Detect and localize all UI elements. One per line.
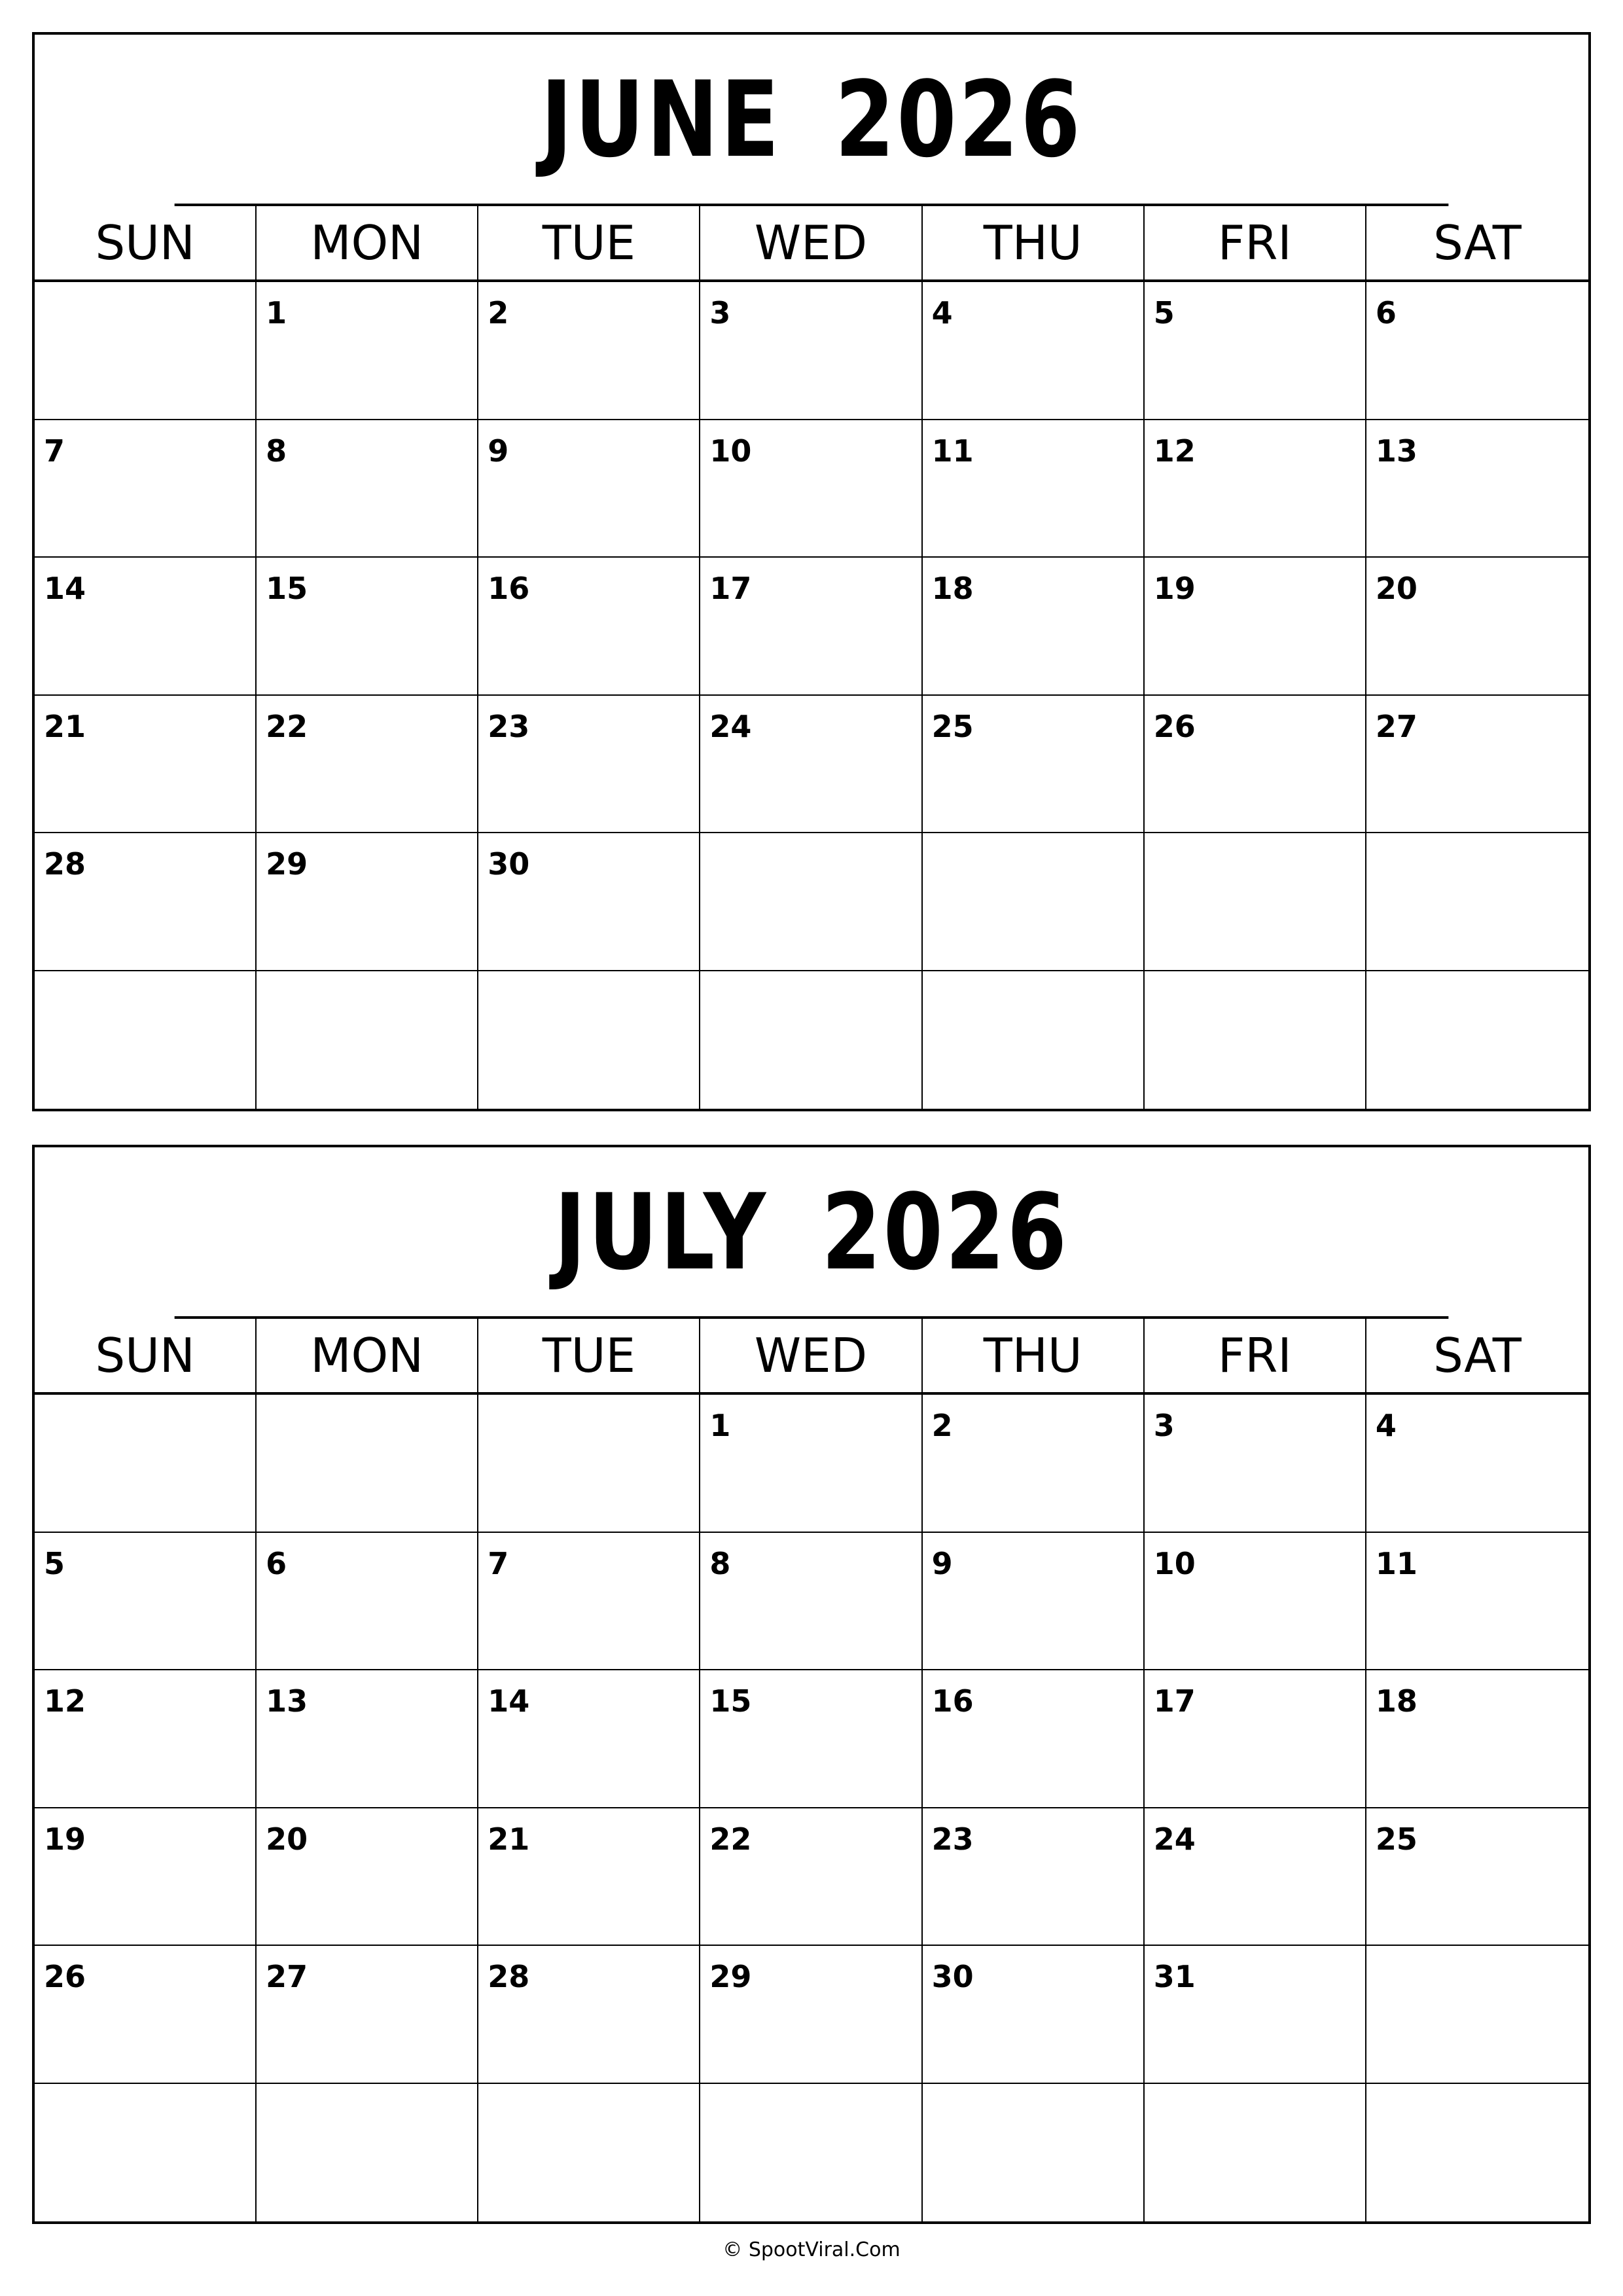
day-number: 13 xyxy=(1375,433,1418,469)
day-number: 14 xyxy=(44,571,86,606)
day-cell xyxy=(1366,1670,1588,1808)
day-number: 12 xyxy=(1153,433,1196,469)
day-cell xyxy=(35,282,257,420)
weekday-label: TUE xyxy=(478,1319,700,1392)
day-number: 6 xyxy=(1375,295,1397,331)
day-number: 19 xyxy=(1153,571,1196,606)
day-cell xyxy=(923,2084,1145,2222)
day-number: 27 xyxy=(1375,708,1418,744)
day-cell xyxy=(257,696,478,834)
day-grid xyxy=(35,1395,1588,2221)
weekday-label: THU xyxy=(923,1319,1145,1392)
weekday-label: WED xyxy=(700,1319,922,1392)
day-cell xyxy=(35,558,257,696)
day-cell xyxy=(1366,282,1588,420)
day-number: 22 xyxy=(709,1821,752,1857)
day-number: 15 xyxy=(709,1683,752,1719)
day-cell xyxy=(478,971,700,1109)
day-cell xyxy=(1366,971,1588,1109)
day-cell xyxy=(923,558,1145,696)
day-number: 7 xyxy=(44,433,65,469)
day-number: 24 xyxy=(1153,1821,1196,1857)
day-number: 3 xyxy=(1153,1408,1175,1443)
day-number: 20 xyxy=(266,1821,308,1857)
day-cell xyxy=(1366,833,1588,971)
footer-credit: © SpootViral.Com xyxy=(722,2238,901,2261)
day-cell xyxy=(35,1395,257,1533)
day-cell xyxy=(1145,420,1366,558)
day-number: 8 xyxy=(709,1545,731,1581)
day-number: 1 xyxy=(709,1408,731,1443)
day-cell xyxy=(923,282,1145,420)
day-cell xyxy=(1145,696,1366,834)
day-number: 11 xyxy=(931,433,974,469)
weekday-label: SUN xyxy=(35,206,257,279)
day-number: 27 xyxy=(266,1959,308,1994)
calendar-july xyxy=(32,1145,1591,2224)
day-cell xyxy=(700,1946,922,2084)
day-cell xyxy=(35,1808,257,1946)
day-number: 23 xyxy=(931,1821,974,1857)
calendar-title xyxy=(175,1147,1449,1319)
day-number: 28 xyxy=(488,1959,530,1994)
day-number: 28 xyxy=(44,846,86,882)
day-cell xyxy=(257,558,478,696)
day-cell xyxy=(1145,282,1366,420)
day-cell xyxy=(1145,1808,1366,1946)
day-number: 30 xyxy=(931,1959,974,1994)
day-cell xyxy=(478,833,700,971)
day-grid xyxy=(35,282,1588,1109)
day-number: 14 xyxy=(488,1683,530,1719)
day-number: 5 xyxy=(1153,295,1175,331)
day-number: 18 xyxy=(931,571,974,606)
weekday-header-row xyxy=(35,1319,1588,1395)
day-number: 2 xyxy=(488,295,509,331)
day-number: 21 xyxy=(44,708,86,744)
weekday-label: SUN xyxy=(35,1319,257,1392)
day-cell xyxy=(1145,1670,1366,1808)
day-cell xyxy=(700,833,922,971)
day-cell xyxy=(257,1533,478,1671)
day-cell xyxy=(1145,2084,1366,2222)
day-number: 12 xyxy=(44,1683,86,1719)
day-cell xyxy=(1366,2084,1588,2222)
day-number: 16 xyxy=(931,1683,974,1719)
day-number: 13 xyxy=(266,1683,308,1719)
day-number: 10 xyxy=(1153,1545,1196,1581)
day-number: 19 xyxy=(44,1821,86,1857)
day-cell xyxy=(257,420,478,558)
day-cell xyxy=(923,1808,1145,1946)
day-number: 29 xyxy=(266,846,308,882)
day-cell xyxy=(923,420,1145,558)
day-cell xyxy=(257,282,478,420)
weekday-label: SAT xyxy=(1433,1328,1522,1383)
day-number: 26 xyxy=(44,1959,86,1994)
day-number: 16 xyxy=(488,571,530,606)
day-cell xyxy=(923,971,1145,1109)
day-cell xyxy=(257,2084,478,2222)
day-number: 1 xyxy=(266,295,287,331)
day-cell xyxy=(923,1946,1145,2084)
day-cell xyxy=(700,1670,922,1808)
day-cell xyxy=(257,1808,478,1946)
day-cell xyxy=(478,696,700,834)
day-cell xyxy=(923,1395,1145,1533)
day-number: 15 xyxy=(266,571,308,606)
day-number: 31 xyxy=(1153,1959,1196,1994)
day-cell xyxy=(257,833,478,971)
day-cell xyxy=(35,1533,257,1671)
weekday-label: MON xyxy=(257,1319,478,1392)
weekday-label: SAT xyxy=(1433,215,1522,270)
day-cell xyxy=(1145,1946,1366,2084)
calendar-june xyxy=(32,32,1591,1111)
day-cell xyxy=(478,282,700,420)
day-number: 17 xyxy=(709,571,752,606)
day-number: 7 xyxy=(488,1545,509,1581)
calendar-title xyxy=(175,35,1449,206)
day-cell xyxy=(478,1946,700,2084)
day-number: 25 xyxy=(931,708,974,744)
day-number: 29 xyxy=(709,1959,752,1994)
weekday-label: THU xyxy=(923,206,1145,279)
day-number: 4 xyxy=(1375,1408,1397,1443)
day-cell xyxy=(1366,420,1588,558)
weekday-label: WED xyxy=(700,206,922,279)
day-cell xyxy=(35,696,257,834)
day-cell xyxy=(1366,1395,1588,1533)
day-cell xyxy=(700,558,922,696)
day-cell xyxy=(478,420,700,558)
day-cell xyxy=(35,1670,257,1808)
day-cell xyxy=(478,1670,700,1808)
day-number: 9 xyxy=(488,433,509,469)
day-number: 17 xyxy=(1153,1683,1196,1719)
day-number: 21 xyxy=(488,1821,530,1857)
day-cell xyxy=(923,1670,1145,1808)
day-cell xyxy=(923,1533,1145,1671)
day-cell xyxy=(1366,1946,1588,2084)
day-cell xyxy=(923,696,1145,834)
day-number: 30 xyxy=(488,846,530,882)
weekday-label: FRI xyxy=(1145,206,1366,279)
day-cell xyxy=(700,696,922,834)
day-cell xyxy=(35,420,257,558)
day-number: 22 xyxy=(266,708,308,744)
day-number: 26 xyxy=(1153,708,1196,744)
day-cell xyxy=(700,2084,922,2222)
calendar-title-text: JULY 2026 xyxy=(554,1170,1069,1293)
day-cell xyxy=(1366,696,1588,834)
day-cell xyxy=(478,1395,700,1533)
day-cell xyxy=(1366,1808,1588,1946)
day-cell xyxy=(35,2084,257,2222)
day-cell xyxy=(1366,558,1588,696)
day-cell xyxy=(35,971,257,1109)
day-cell xyxy=(257,971,478,1109)
day-cell xyxy=(923,833,1145,971)
day-cell xyxy=(35,833,257,971)
day-number: 20 xyxy=(1375,571,1418,606)
day-cell xyxy=(478,1533,700,1671)
weekday-label: FRI xyxy=(1145,1319,1366,1392)
day-number: 9 xyxy=(931,1545,953,1581)
day-cell xyxy=(700,420,922,558)
day-cell xyxy=(257,1395,478,1533)
day-cell xyxy=(257,1670,478,1808)
weekday-label: TUE xyxy=(478,206,700,279)
day-cell xyxy=(478,558,700,696)
day-cell xyxy=(478,1808,700,1946)
weekday-label: MON xyxy=(257,206,478,279)
day-cell xyxy=(700,1533,922,1671)
day-cell xyxy=(35,1946,257,2084)
day-number: 11 xyxy=(1375,1545,1418,1581)
day-cell xyxy=(1145,1533,1366,1671)
day-number: 4 xyxy=(931,295,953,331)
day-cell xyxy=(1366,1533,1588,1671)
day-cell xyxy=(257,1946,478,2084)
day-cell xyxy=(1145,833,1366,971)
day-cell xyxy=(700,971,922,1109)
day-number: 5 xyxy=(44,1545,65,1581)
day-cell xyxy=(1145,971,1366,1109)
day-number: 24 xyxy=(709,708,752,744)
day-cell xyxy=(478,2084,700,2222)
day-number: 8 xyxy=(266,433,287,469)
weekday-header-row xyxy=(35,206,1588,282)
day-number: 6 xyxy=(266,1545,287,1581)
calendar-title-text: JUNE 2026 xyxy=(541,58,1082,181)
day-number: 3 xyxy=(709,295,731,331)
day-cell xyxy=(700,1808,922,1946)
day-number: 10 xyxy=(709,433,752,469)
day-cell xyxy=(700,1395,922,1533)
day-number: 2 xyxy=(931,1408,953,1443)
day-cell xyxy=(1145,1395,1366,1533)
day-cell xyxy=(700,282,922,420)
day-number: 18 xyxy=(1375,1683,1418,1719)
day-cell xyxy=(1145,558,1366,696)
day-number: 23 xyxy=(488,708,530,744)
day-number: 25 xyxy=(1375,1821,1418,1857)
